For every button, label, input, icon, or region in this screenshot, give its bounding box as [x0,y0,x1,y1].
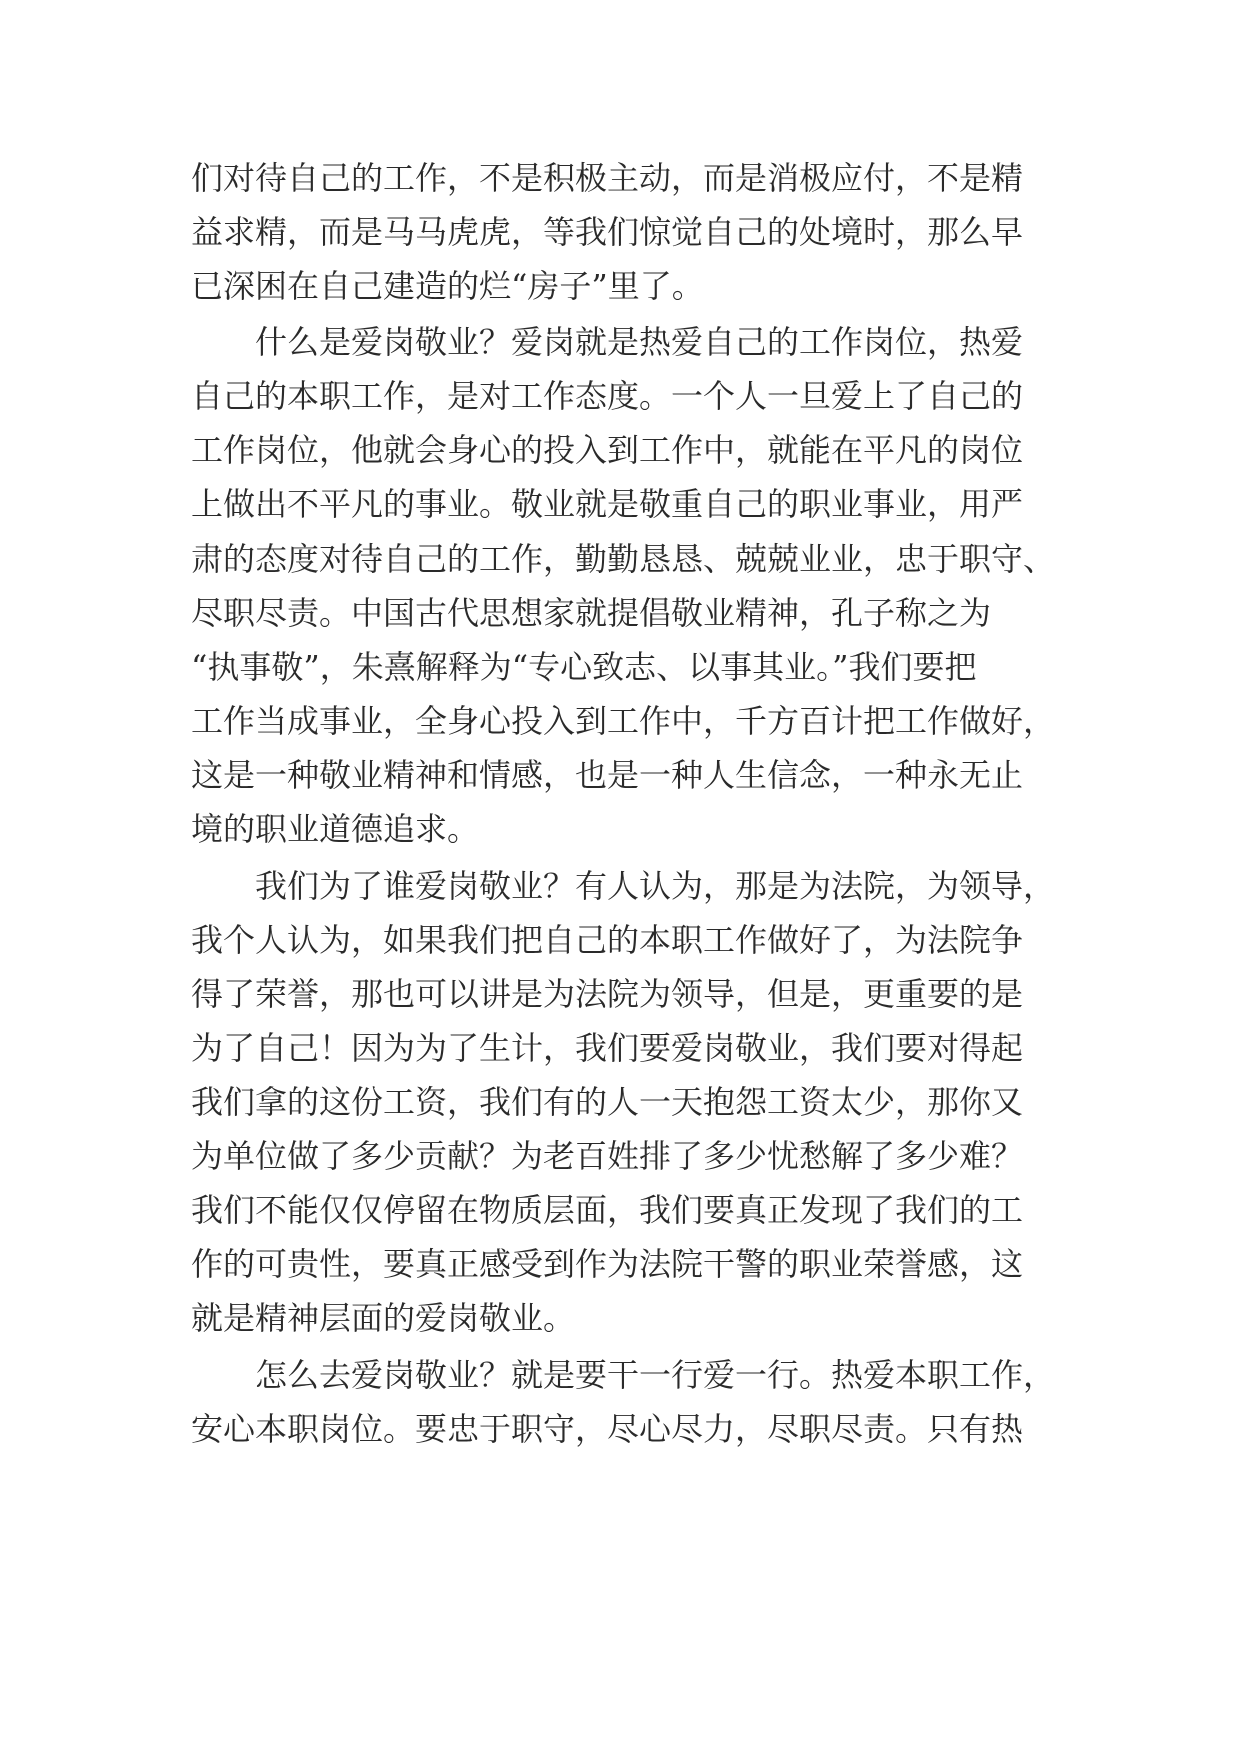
text-line: 安心本职岗位。要忠于职守，尽心尽力，尽职尽责。只有热 [191,1410,1024,1448]
text-line: 我个人认为，如果我们把自己的本职工作做好了，为法院争 [191,921,1024,959]
text-line: 们对待自己的工作，不是积极主动，而是消极应付，不是精 [191,159,1024,197]
text-line: 肃的态度对待自己的工作，勤勤恳恳、兢兢业业，忠于职守、 [191,540,1056,578]
text-line: 益求精，而是马马虎虎，等我们惊觉自己的处境时，那么早 [191,213,1024,251]
text-line: 境的职业道德追求。 [191,810,480,848]
text-line: “执事敬”，朱熹解释为“专心致志、以事其业。”我们要把 [191,648,977,686]
text-line: 得了荣誉，那也可以讲是为法院为领导，但是，更重要的是 [191,975,1024,1013]
text-line: 这是一种敬业精神和情感，也是一种人生信念，一种永无止 [191,756,1024,794]
text-line: 工作岗位，他就会身心的投入到工作中，就能在平凡的岗位 [191,431,1024,469]
text-line: 自己的本职工作，是对工作态度。一个人一旦爱上了自己的 [191,377,1024,415]
paragraph-start-line: 怎么去爱岗敬业？就是要干一行爱一行。热爱本职工作， [255,1356,1056,1394]
text-line: 我们拿的这份工资，我们有的人一天抱怨工资太少，那你又 [191,1083,1024,1121]
text-line: 工作当成事业，全身心投入到工作中，千方百计把工作做好， [191,702,1056,740]
text-line: 就是精神层面的爱岗敬业。 [191,1299,576,1337]
paragraph-start-line: 什么是爱岗敬业？爱岗就是热爱自己的工作岗位，热爱 [255,323,1024,361]
text-line: 尽职尽责。中国古代思想家就提倡敬业精神，孔子称之为 [191,594,992,632]
text-line: 为单位做了多少贡献？为老百姓排了多少忧愁解了多少难？ [191,1137,1024,1175]
paragraph-start-line: 我们为了谁爱岗敬业？有人认为，那是为法院，为领导， [255,867,1056,905]
text-line: 上做出不平凡的事业。敬业就是敬重自己的职业事业，用严 [191,485,1024,523]
text-line: 我们不能仅仅停留在物质层面，我们要真正发现了我们的工 [191,1191,1024,1229]
text-line: 为了自己！因为为了生计，我们要爱岗敬业，我们要对得起 [191,1029,1024,1067]
text-line: 已深困在自己建造的烂“房子”里了。 [191,267,704,305]
text-line: 作的可贵性，要真正感受到作为法院干警的职业荣誉感，这 [191,1245,1024,1283]
